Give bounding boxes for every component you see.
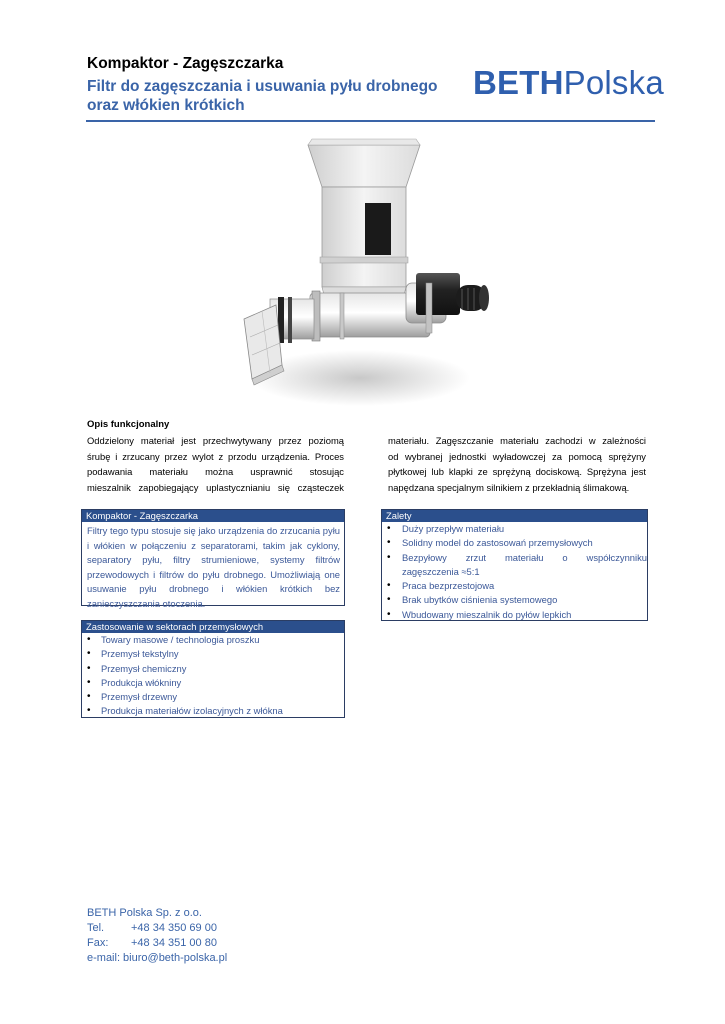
compactor-machine-image <box>230 133 500 413</box>
description-line: napędzana specjalnym silnikiem z przekładnią ślimakową. <box>388 481 630 493</box>
list-item-line: zagęszczenia ≈5:1 <box>402 565 480 577</box>
header-rule <box>86 120 655 122</box>
description-line: Oddzielony materiał jest przechwytywany przez poziomą <box>87 435 344 446</box>
footer-contact <box>87 906 227 966</box>
list-item: • Wbudowany mieszalnik do pyłów lepkich <box>382 608 647 622</box>
advantages-box-header: Zalety <box>382 510 647 522</box>
logo-bold: BETH <box>473 64 564 101</box>
fax-number: +48 34 351 00 80 <box>131 937 217 949</box>
footer-fax <box>87 936 227 951</box>
applications-list <box>82 633 344 719</box>
description-line: podawania materiału można usprawnić stosując <box>87 466 344 477</box>
advantages-box <box>381 509 648 621</box>
fax-label: Fax: <box>87 937 109 949</box>
footer-email: e-mail: biuro@beth-polska.pl <box>87 952 228 964</box>
footer-phone <box>87 921 227 936</box>
advantages-list <box>382 522 647 622</box>
list-item: • Towary masowe / technologia proszku <box>82 633 344 647</box>
page-title: Kompaktor - Zagęszczarka <box>87 55 284 72</box>
phone-number: +48 34 350 69 00 <box>131 922 217 934</box>
applications-box-header: Zastosowanie w sektorach przemysłowych <box>82 621 344 633</box>
kompaktor-box-header: Kompaktor - Zagęszczarka <box>82 510 344 522</box>
page-subtitle: Filtr do zagęszczania i usuwania pyłu drobnego oraz włókien krótkich <box>87 78 438 114</box>
list-item: • Przemysł chemiczny <box>82 662 344 676</box>
list-item: • Produkcja włókniny <box>82 676 344 690</box>
description-column-1 <box>87 433 344 495</box>
list-item: • Duży przepływ materiału <box>382 522 647 536</box>
footer-company: BETH Polska Sp. z o.o. <box>87 907 202 919</box>
logo-light: Polska <box>563 64 664 101</box>
company-logo <box>473 64 664 102</box>
kompaktor-box-text: Filtry tego typu stosuje się jako urządzenia do zrzucania pyłu i włókien w połączeniu z separatorami, takim jak cyklony, separatory pyłu, filtry strumieniowe, systemy filtrów przewodowych i filtrów do pyłu drobnego. Umożliwiają one usuwanie pyłu drobnego i włókien krótkich bez zanieczyszczania otoczenia. <box>87 525 340 609</box>
list-item: • Przemysł tekstylny <box>82 647 344 661</box>
description-line: od wybranej jednostki wyładowczej za pomocą sprężyny <box>388 450 646 462</box>
list-item: • Brak ubytków ciśnienia systemowego <box>382 593 647 607</box>
kompaktor-box <box>81 509 345 609</box>
description-line: materiału. Zagęszczanie materiału zachodzi w zależności <box>388 435 646 446</box>
applications-box <box>81 620 345 718</box>
section-heading: Opis funkcjonalny <box>87 419 170 430</box>
description-line: śrubę i zrzucany przez wylot z przodu urządzenia. Proces <box>87 450 344 462</box>
list-item: • Solidny model do zastosowań przemysłowych <box>382 536 647 550</box>
description-line: mieszalnik zapobiegający uplastycznianiu się cząsteczek <box>87 481 344 493</box>
phone-label: Tel. <box>87 922 105 934</box>
list-item: • Produkcja materiałów izolacyjnych z włókna <box>82 704 344 718</box>
description-line: płytkowej lub klapki ze sprężyną dociskową. Sprężyna jest <box>388 466 646 477</box>
list-item: • Przemysł drzewny <box>82 690 344 704</box>
list-item <box>382 551 647 580</box>
list-item-line: • Bezpyłowy zrzut materiału o współczynniku <box>402 551 647 563</box>
list-item: • Praca bezprzestojowa <box>382 579 647 593</box>
description-column-2 <box>388 433 646 495</box>
